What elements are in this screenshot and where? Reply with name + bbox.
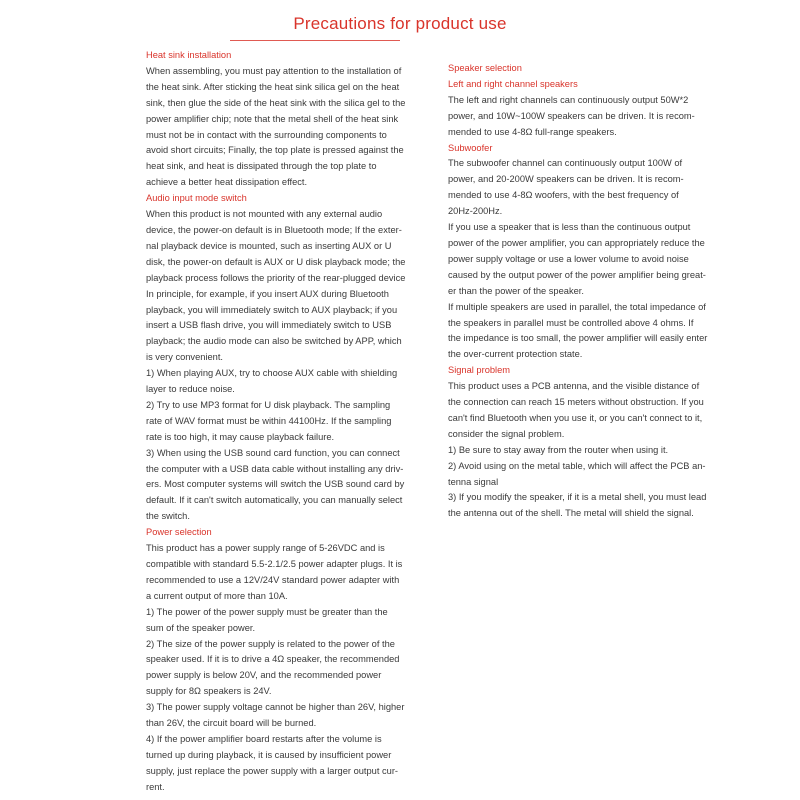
text-line: nal playback device is mounted, such as inserting AUX or U xyxy=(146,240,392,251)
text-line: rate is too high, it may cause playback failure. xyxy=(146,431,335,442)
page-title: Precautions for product use xyxy=(293,14,507,33)
text-line: playback, you will immediately switch to AUX playback; if you xyxy=(146,304,398,315)
text-line: the impedance is too small, the power amplifier will easily enter xyxy=(448,333,708,344)
text-line: consider the signal problem. xyxy=(448,428,565,439)
text-line: the antenna out of the shell. The metal will shield the signal. xyxy=(448,508,694,519)
text-line: In principle, for example, if you insert AUX during Bluetooth xyxy=(146,288,389,299)
text-line: can't find Bluetooth when you use it, or you can't connect to it, xyxy=(448,412,703,423)
audio-input-body xyxy=(146,207,418,525)
text-line: This product uses a PCB antenna, and the visible distance of xyxy=(448,381,700,392)
text-line: achieve a better heat dissipation effect. xyxy=(146,177,308,188)
text-line: heat sink, and heat is dissipated through the top plate to xyxy=(146,161,377,172)
text-line: mended to use 4-8Ω full-range speakers. xyxy=(448,126,617,137)
power-body xyxy=(146,541,418,796)
text-line: 3) The power supply voltage cannot be higher than 26V, higher xyxy=(146,702,405,713)
text-line: power of the power amplifier, you can appropriately reduce the xyxy=(448,237,705,248)
text-line: must not be in contact with the surrounding components to xyxy=(146,129,387,140)
power-heading: Power selection xyxy=(146,527,212,538)
text-line: mended to use 4-8Ω woofers, with the best frequency of xyxy=(448,190,679,201)
text-line: playback process follows the priority of the rear-plugged device xyxy=(146,272,406,283)
text-line: layer to reduce noise. xyxy=(146,384,235,395)
text-line: 2) Try to use MP3 format for U disk playback. The sampling xyxy=(146,399,391,410)
left-column xyxy=(146,48,418,796)
text-line: 1) Be sure to stay away from the router when using it. xyxy=(448,444,669,455)
text-line: sink, then glue the side of the heat sink with the silica gel to the xyxy=(146,97,406,108)
text-line: power supply voltage or use a lower volume to avoid noise xyxy=(448,253,689,264)
text-line: supply for 8Ω speakers is 24V. xyxy=(146,686,272,697)
text-line: 4) If the power amplifier board restarts after the volume is xyxy=(146,733,382,744)
text-line: The subwoofer channel can continuously output 100W of xyxy=(448,158,683,169)
text-line: 2) Avoid using on the metal table, which will affect the PCB an- xyxy=(448,460,706,471)
text-line: sum of the speaker power. xyxy=(146,622,256,633)
audio-input-heading: Audio input mode switch xyxy=(146,193,247,204)
text-line: 2) The size of the power supply is related to the power of the xyxy=(146,638,395,649)
text-line: power, and 10W~100W speakers can be driven. It is recom- xyxy=(448,110,695,121)
text-line: 3) If you modify the speaker, if it is a metal shell, you must lead xyxy=(448,492,707,503)
text-line: 20Hz-200Hz. xyxy=(448,206,503,217)
text-line: the over-current protection state. xyxy=(448,349,583,360)
text-line: power amplifier chip; note that the metal shell of the heat sink xyxy=(146,113,399,124)
text-line: If you use a speaker that is less than the continuous output xyxy=(448,222,691,233)
right-column xyxy=(448,61,722,522)
lr-channel-body xyxy=(448,93,722,141)
text-line: rate of WAV format must be within 44100Hz. If the sampling xyxy=(146,415,392,426)
text-line: recommended to use a 12V/24V standard power adapter with xyxy=(146,574,400,585)
signal-heading: Signal problem xyxy=(448,365,511,376)
text-line: caused by the output power of the power amplifier being great- xyxy=(448,269,706,280)
text-line: a current output of more than 10A. xyxy=(146,590,288,601)
text-line: 1) When playing AUX, try to choose AUX cable with shielding xyxy=(146,368,398,379)
text-line: power supply is below 20V, and the recommended power xyxy=(146,670,382,681)
text-line: When this product is not mounted with any external audio xyxy=(146,209,383,220)
text-line: rent. xyxy=(146,781,165,792)
text-line: er than the power of the speaker. xyxy=(448,285,584,296)
text-line: the connection can reach 15 meters without obstruction. If you xyxy=(448,397,704,408)
text-line: tenna signal xyxy=(448,476,499,487)
text-line: avoid short circuits; Finally, the top plate is pressed against the xyxy=(146,145,404,156)
text-line: When assembling, you must pay attention to the installation of xyxy=(146,65,402,76)
text-line: the computer with a USB data cable without installing any driv- xyxy=(146,463,404,474)
text-line: playback; the audio mode can also be switched by APP, which xyxy=(146,336,402,347)
heat-sink-heading: Heat sink installation xyxy=(146,50,232,60)
text-line: the speakers in parallel must be controlled above 4 ohms. If xyxy=(448,317,694,328)
text-line: This product has a power supply range of 5-26VDC and is xyxy=(146,543,385,554)
signal-body xyxy=(448,379,722,522)
lr-channel-subheading: Left and right channel speakers xyxy=(448,78,578,89)
text-line: disk, the power-on default is AUX or U disk playback mode; the xyxy=(146,256,406,267)
text-line: than 26V, the circuit board will be burned. xyxy=(146,718,317,729)
title-underline xyxy=(230,40,400,41)
text-line: compatible with standard 5.5-2.1/2.5 power adapter plugs. It is xyxy=(146,559,403,569)
text-line: the heat sink. After sticking the heat sink silica gel on the heat xyxy=(146,81,400,92)
text-line: turned up during playback, it is caused by insufficient power xyxy=(146,749,392,760)
heat-sink-body xyxy=(146,64,418,191)
text-line: is very convenient. xyxy=(146,352,223,363)
text-line: The left and right channels can continuously output 50W*2 xyxy=(448,94,689,105)
text-line: default. If it can't switch automatically, you can manually select xyxy=(146,495,403,506)
text-line: device, the power-on default is in Bluetooth mode; If the exter- xyxy=(146,224,402,235)
text-line: the switch. xyxy=(146,511,190,522)
speaker-heading: Speaker selection xyxy=(448,63,522,73)
text-line: insert a USB flash drive, you will immediately switch to USB xyxy=(146,320,392,331)
text-line: 1) The power of the power supply must be greater than the xyxy=(146,606,388,617)
text-line: supply, just replace the power supply with a larger output cur- xyxy=(146,765,399,776)
subwoofer-subheading: Subwoofer xyxy=(448,142,493,153)
text-line: speaker used. If it is to drive a 4Ω speaker, the recommended xyxy=(146,654,400,665)
text-line: ers. Most computer systems will switch the USB sound card by xyxy=(146,479,405,490)
text-line: power, and 20-200W speakers can be driven. It is recom- xyxy=(448,174,684,185)
text-line: If multiple speakers are used in parallel, the total impedance of xyxy=(448,301,706,312)
text-line: 3) When using the USB sound card function, you can connect xyxy=(146,447,400,458)
subwoofer-body xyxy=(448,156,722,363)
